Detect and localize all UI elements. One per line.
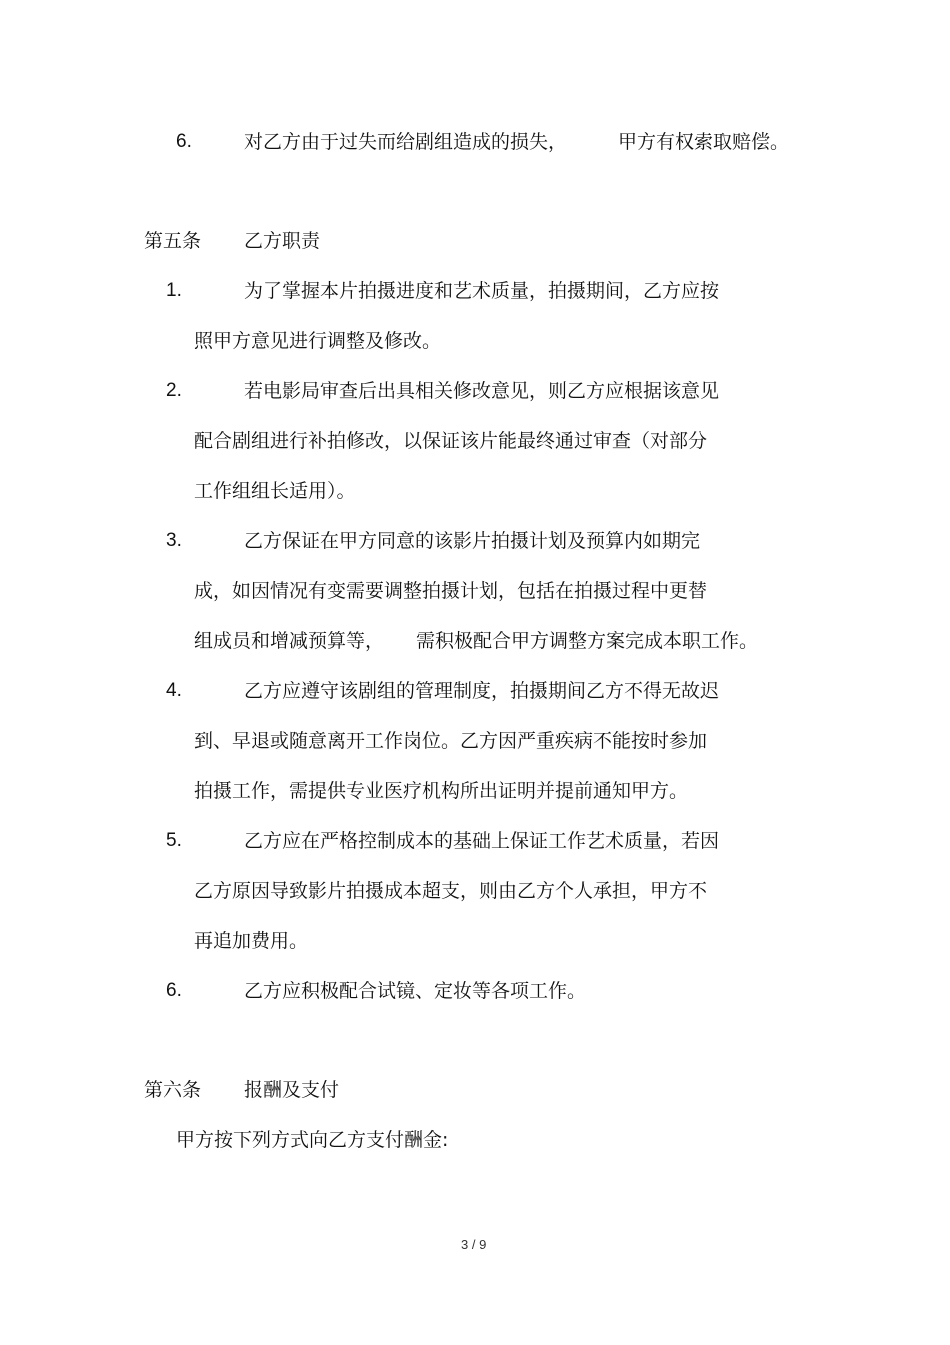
list-item-number: 1. bbox=[166, 280, 182, 301]
paragraph: 甲方按下列方式向乙方支付酬金: bbox=[176, 1129, 449, 1151]
list-item-text: 对乙方由于过失而给剧组造成的损失， bbox=[244, 131, 568, 153]
list-item-text: 乙方原因导致影片拍摄成本超支，则由乙方个人承担，甲方不 bbox=[194, 880, 708, 902]
list-item-number: 3. bbox=[166, 530, 182, 551]
page-number: 3 / 9 bbox=[461, 1237, 487, 1252]
article-label: 第五条 bbox=[144, 230, 202, 252]
list-item-text: 为了掌握本片拍摄进度和艺术质量，拍摄期间，乙方应按 bbox=[244, 280, 720, 302]
list-item-text: 乙方保证在甲方同意的该影片拍摄计划及预算内如期完 bbox=[244, 530, 701, 552]
article-title: 乙方职责 bbox=[244, 230, 321, 252]
list-item-text: 乙方应在严格控制成本的基础上保证工作艺术质量，若因 bbox=[244, 830, 720, 852]
list-item-text: 需积极配合甲方调整方案完成本职工作。 bbox=[416, 630, 759, 652]
list-item-text: 成，如因情况有变需要调整拍摄计划，包括在拍摄过程中更替 bbox=[194, 580, 708, 602]
list-item-text: 乙方应积极配合试镜、定妆等各项工作。 bbox=[244, 980, 587, 1002]
list-item-text: 若电影局审查后出具相关修改意见，则乙方应根据该意见 bbox=[244, 380, 720, 402]
list-item-number: 6. bbox=[176, 131, 192, 152]
list-item-text: 再追加费用。 bbox=[194, 930, 309, 952]
list-item-number: 6. bbox=[166, 980, 182, 1001]
article-title: 报酬及支付 bbox=[244, 1079, 340, 1101]
list-item-text: 甲方有权索取赔偿。 bbox=[618, 131, 790, 153]
list-item-text: 乙方应遵守该剧组的管理制度，拍摄期间乙方不得无故迟 bbox=[244, 680, 720, 702]
list-item-text: 到、早退或随意离开工作岗位。乙方因严重疾病不能按时参加 bbox=[194, 730, 708, 752]
list-item-text: 工作组组长适用）。 bbox=[194, 480, 356, 502]
list-item-number: 2. bbox=[166, 380, 182, 401]
list-item-number: 4. bbox=[166, 680, 182, 701]
list-item-text: 配合剧组进行补拍修改，以保证该片能最终通过审查（对部分 bbox=[194, 430, 708, 452]
list-item-text: 照甲方意见进行调整及修改。 bbox=[194, 330, 442, 352]
list-item-text: 组成员和增减预算等， bbox=[194, 630, 385, 652]
article-label: 第六条 bbox=[144, 1079, 202, 1101]
list-item-number: 5. bbox=[166, 830, 182, 851]
list-item-text: 拍摄工作，需提供专业医疗机构所出证明并提前通知甲方。 bbox=[194, 780, 689, 802]
